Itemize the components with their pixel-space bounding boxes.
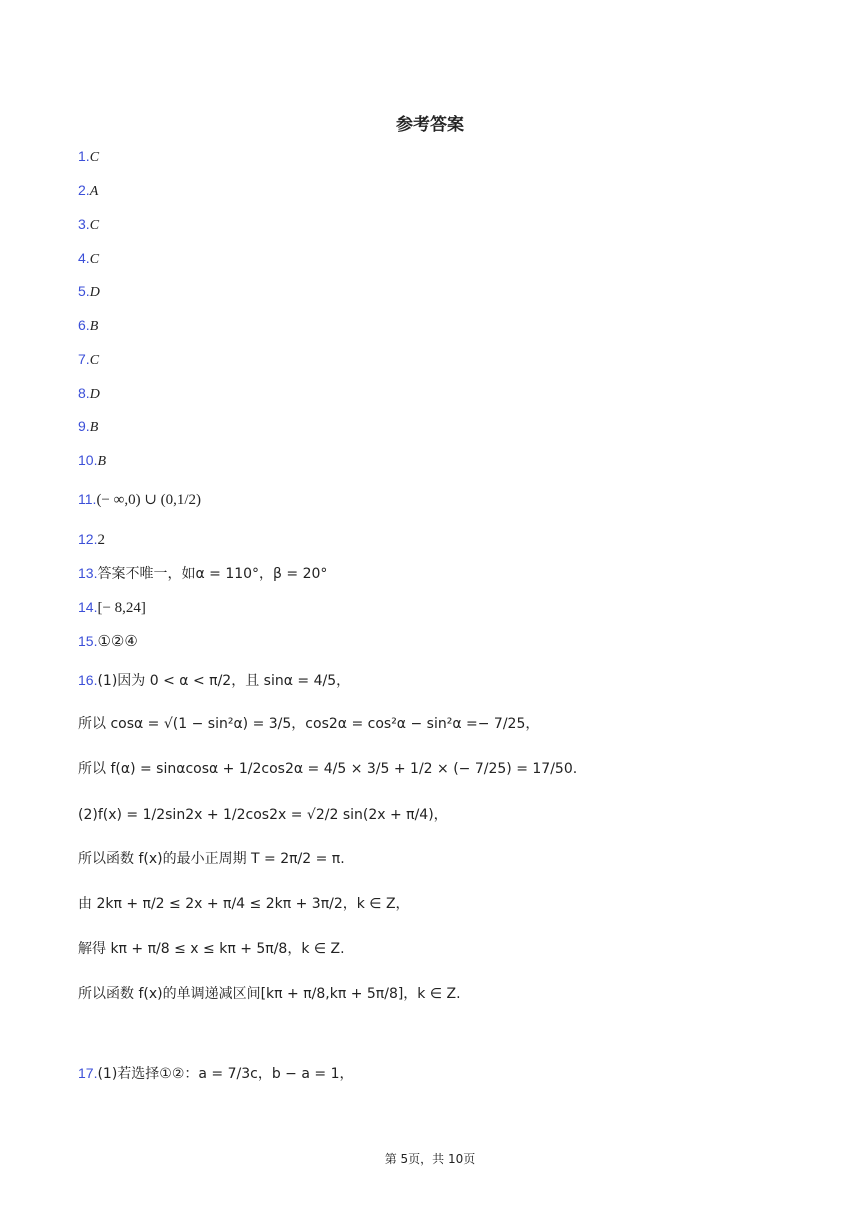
q16-line: 所以函数 f(x)的最小正周期 T = 2π/2 = π. xyxy=(78,851,345,867)
fill-in-item: 15.①②④ xyxy=(78,633,138,650)
answer-item: 4.C xyxy=(78,250,100,267)
page-footer: 第 5页，共 10页 xyxy=(384,1152,476,1166)
q16-line: 由 2kπ + π/2 ≤ 2x + π/4 ≤ 2kπ + 3π/2，k ∈ Z， xyxy=(78,896,410,912)
q16-line: 所以 cosα = √(1 − sin²α) = 3/5，cos2α = cos²α − sin²α =− 7/25， xyxy=(78,716,540,732)
page-title: 参考答案 xyxy=(396,115,464,135)
fill-in-item: 13.答案不唯一，如α = 110°，β = 20° xyxy=(78,565,328,582)
answer-item: 3.C xyxy=(78,216,100,233)
q17-line: 17.(1)若选择①②：a = 7/3c，b − a = 1， xyxy=(78,1065,354,1082)
answer-item: 2.A xyxy=(78,182,99,199)
answer-item: 5.D xyxy=(78,283,100,300)
q16-line: 解得 kπ + π/8 ≤ x ≤ kπ + 5π/8，k ∈ Z. xyxy=(78,941,345,957)
q16-line: 所以 f(α) = sinαcosα + 1/2cos2α = 4/5 × 3/5 + 1/2 × (− 7/25) = 17/50. xyxy=(78,761,578,777)
answer-item: 9.B xyxy=(78,418,99,435)
q16-line: 16.(1)因为 0 < α < π/2，且 sinα = 4/5， xyxy=(78,672,351,689)
answer-item: 7.C xyxy=(78,351,100,368)
fill-in-item: 12.2 xyxy=(78,531,105,548)
fill-in-item: 11.(− ∞,0) ∪ (0,1/2) xyxy=(78,491,202,508)
answer-item: 6.B xyxy=(78,317,99,334)
answer-item: 8.D xyxy=(78,385,100,402)
answer-item: 10.B xyxy=(78,452,107,469)
q16-line: 所以函数 f(x)的单调递减区间[kπ + π/8,kπ + 5π/8]，k ∈ Z. xyxy=(78,986,461,1002)
fill-in-item: 14.[− 8,24] xyxy=(78,599,146,616)
answer-item: 1.C xyxy=(78,148,100,165)
q16-line: (2)f(x) = 1/2sin2x + 1/2cos2x = √2/2 sin(2x + π/4)， xyxy=(78,807,448,823)
